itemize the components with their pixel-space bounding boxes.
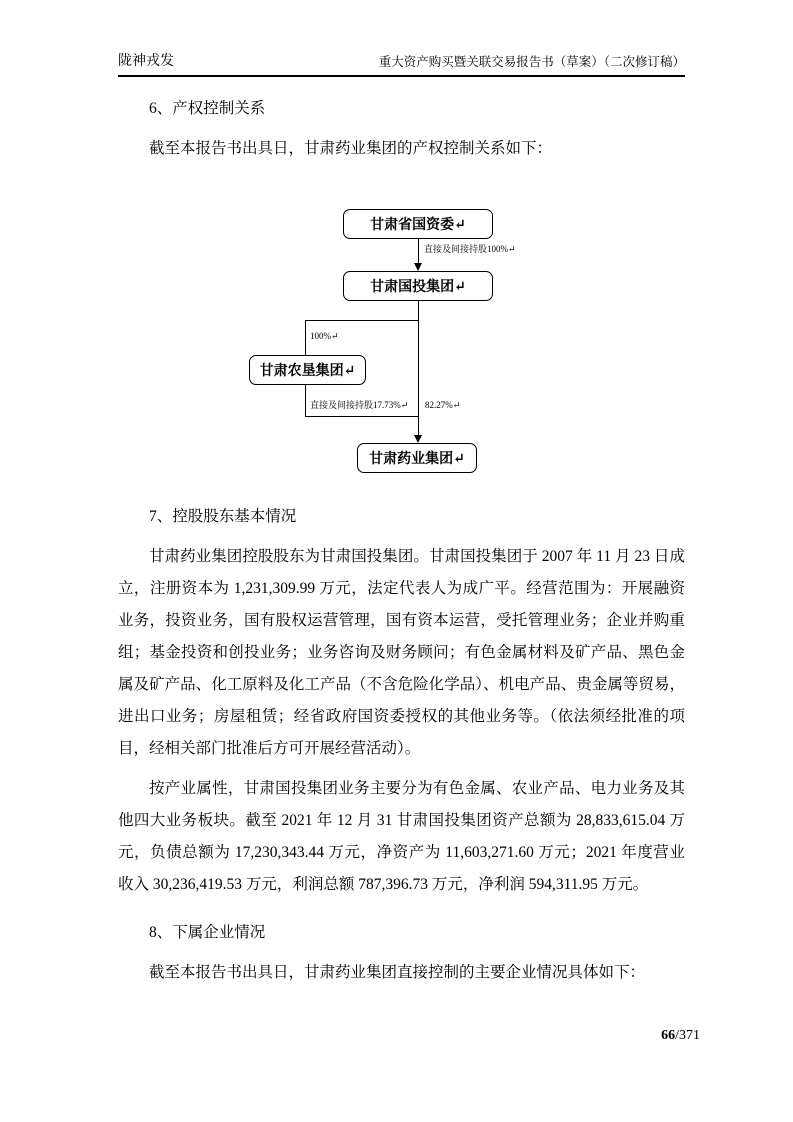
node-gansu-guotou-group: 甘肃国投集团↵ [343,271,493,301]
node-gansu-pharma-group: 甘肃药业集团↵ [357,443,477,473]
connector-join-hline [305,416,419,417]
section-8-intro: 截至本报告书出具日，甘肃药业集团直接控制的主要企业情况具体如下： [149,964,646,981]
connector-top-mid-line [418,239,419,264]
connector-mid-bottom-line [418,301,419,435]
arrow-down-icon [414,263,422,271]
ownership-structure-diagram [118,191,685,485]
header-company-name: 陇神戎发 [118,54,174,69]
section-6-intro: 截至本报告书出具日，甘肃药业集团的产权控制关系如下： [149,140,553,157]
connector-branch-vline [305,320,306,355]
connector-branch-hline [305,320,419,321]
page-footer [118,1028,700,1044]
section-8-heading: 8、下属企业情况 [149,924,266,941]
edge-label-top-mid: 直接及间接持股100%↵ [424,244,516,254]
page-number-total: /371 [675,1028,700,1043]
edge-label-mid-left: 100%↵ [310,331,339,341]
node-gansu-sasac: 甘肃省国资委↵ [343,209,493,239]
node-gansu-nongken-group: 甘肃农垦集团↵ [249,355,366,385]
edge-label-mid-bottom: 82.27%↵ [425,400,461,410]
page-header [118,50,685,77]
arrow-down-icon [414,435,422,443]
section-7-heading: 7、控股股东基本情况 [149,508,297,525]
page-number-current: 66 [661,1028,676,1043]
connector-join-vline [305,385,306,416]
section-6-heading: 6、产权控制关系 [149,100,266,117]
section-7-paragraph-1: 甘肃药业集团控股股东为甘肃国投集团。甘肃国投集团于 2007 年 11 月 23 日成立，注册资本为 1,231,309.99 万元，法定代表人为成广平。经营范围为：开展融资业务，投资业务，国有股权运营管理，国有资本运营，受托管理业务；企业并购重组；基金投资和创投业务；业务咨询及财务顾问；有色金属材料及矿产品、黑色金属及矿产品、化工原料及化工产品（不含危险化学品）、机电产品、贵金属等贸易，进出口业务；房屋租赁；经省政府国资委授权的其他业务等。（依法须经批准的项目，经相关部门批准后方可开展经营活动）。 [118,548,685,757]
page-content [118,50,685,989]
section-7-paragraph-2: 按产业属性，甘肃国投集团业务主要分为有色金属、农业产品、电力业务及其他四大业务板块。截至 2021 年 12 月 31 甘肃国投集团资产总额为 28,833,615.04 万元，负债总额为 17,230,343.44 万元，净资产为 11,603,271.60 万元；2021 年度营业收入 30,236,419.53 万元，利润总额 787,396.73 万元，净利润 594,311.95 万元。 [118,780,685,893]
header-document-title: 重大资产购买暨关联交易报告书（草案）（二次修订稿） [378,55,685,69]
edge-label-left-join: 直接及间接持股17.73%↵ [310,400,409,410]
